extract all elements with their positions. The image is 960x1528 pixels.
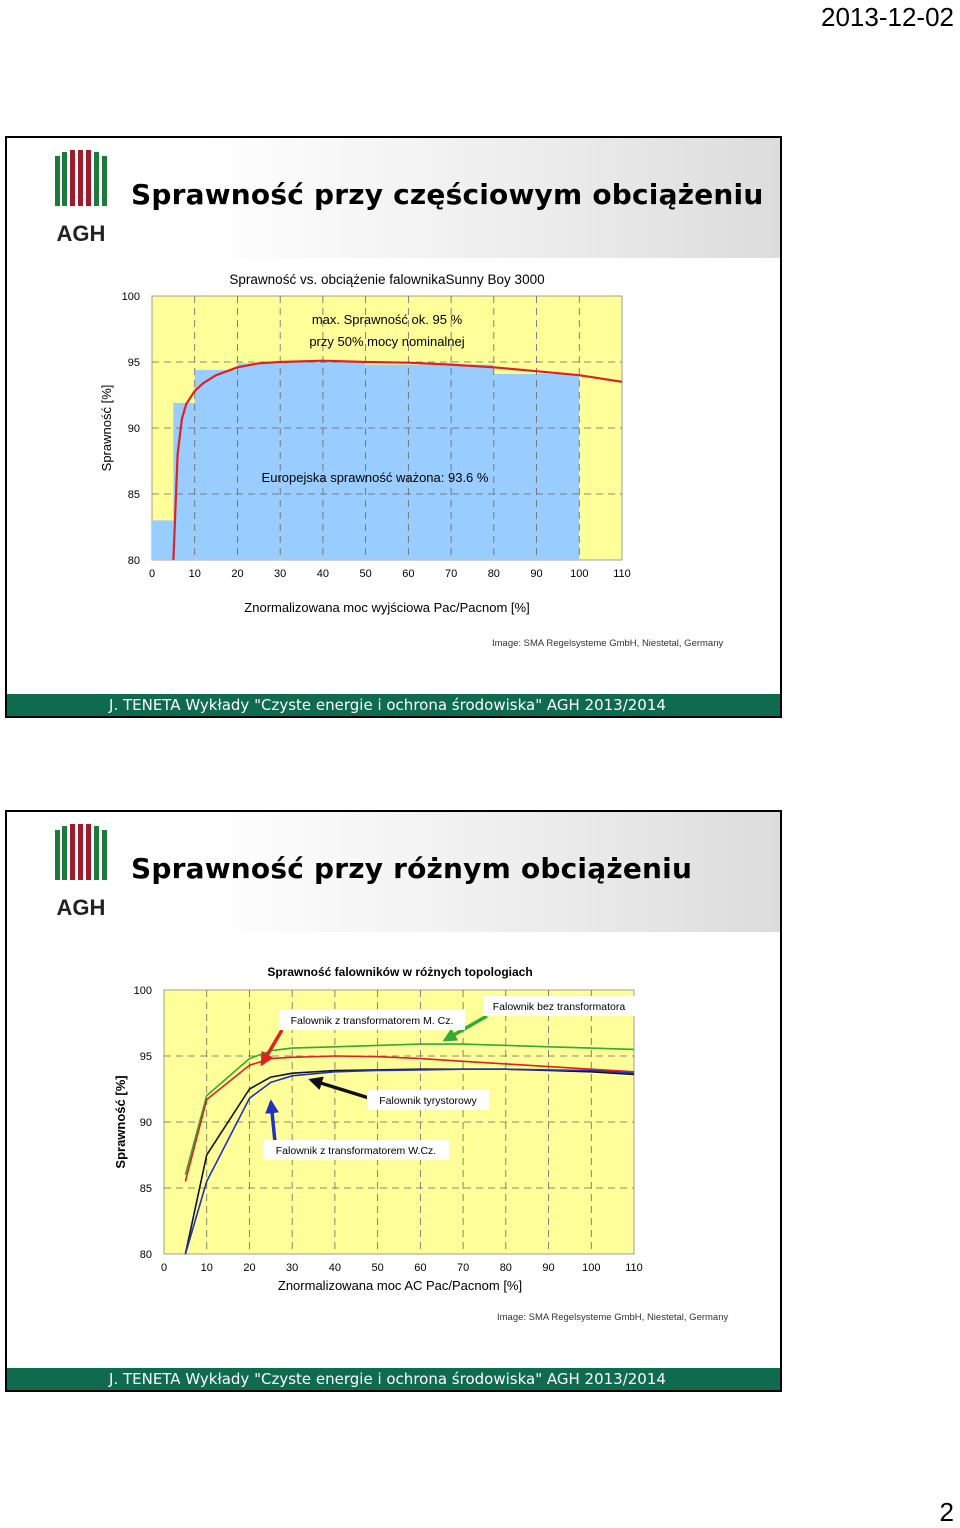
- x-tick-label: 110: [613, 568, 631, 580]
- x-tick-label: 0: [148, 568, 156, 580]
- y-tick-label: 80: [127, 555, 140, 567]
- series-label: Falownik bez transformatora: [492, 1001, 626, 1013]
- y-tick-label: 85: [139, 1183, 152, 1195]
- weighting-bar: [237, 363, 280, 560]
- x-tick-label: 30: [274, 568, 287, 580]
- logo-text: AGH: [56, 221, 106, 246]
- y-tick-label: 80: [139, 1249, 152, 1261]
- slide-footer: J. TENETA Wykłady "Czyste energie i ochrona środowiska" AGH 2013/2014: [7, 694, 780, 716]
- slide-title: Sprawność przy różnym obciążeniu: [131, 852, 693, 885]
- y-tick-label: 100: [133, 985, 152, 997]
- series-label: Falownik tyrystorowy: [379, 1095, 477, 1107]
- y-axis-label: Sprawność [%]: [113, 1075, 128, 1169]
- x-tick-label: 0: [160, 1262, 168, 1274]
- x-tick-label: 70: [456, 1262, 470, 1274]
- chart-annotation: Europejska sprawność ważona: 93.6 %: [261, 470, 489, 485]
- y-tick-label: 95: [127, 357, 140, 369]
- logo-text: AGH: [56, 895, 106, 920]
- series-label: Falownik z transformatorem W.Cz.: [275, 1145, 437, 1157]
- x-tick-label: 40: [328, 1262, 342, 1274]
- x-tick-label: 50: [359, 568, 372, 580]
- slide-2: [5, 810, 782, 1392]
- x-tick-label: 80: [499, 1262, 512, 1274]
- weighting-bar: [152, 520, 173, 560]
- y-tick-label: 100: [121, 291, 140, 303]
- x-tick-label: 50: [371, 1262, 384, 1274]
- y-tick-label: 95: [139, 1051, 152, 1063]
- slide-footer: J. TENETA Wykłady "Czyste energie i ochrona środowiska" AGH 2013/2014: [7, 1368, 780, 1390]
- x-tick-label: 100: [570, 568, 589, 580]
- y-tick-label: 90: [127, 423, 140, 435]
- chart-title: Sprawność falowników w różnych topologiach: [267, 965, 533, 979]
- x-tick-label: 10: [200, 1262, 213, 1274]
- x-axis-label: Znormalizowana moc AC Pac/Pacnom [%]: [277, 1278, 523, 1293]
- slide-header: [7, 812, 780, 932]
- x-tick-label: 10: [188, 568, 201, 580]
- image-credit: Image: SMA Regelsysteme GmbH, Niestetal, Germany: [497, 1312, 729, 1323]
- y-axis-label: Sprawność [%]: [99, 384, 114, 472]
- slide-1: [5, 136, 782, 718]
- chart-annotation: max. Sprawność ok. 95 %: [311, 312, 463, 327]
- chart-title: Sprawność vs. obciążenie falownikaSunny Boy 3000: [229, 272, 545, 287]
- page-date: 2013-12-02: [821, 2, 954, 32]
- x-tick-label: 80: [487, 568, 500, 580]
- chart-annotation: przy 50% mocy nominalnej: [309, 334, 465, 349]
- slide-title: Sprawność przy częściowym obciążeniu: [131, 178, 764, 211]
- x-tick-label: 20: [243, 1262, 256, 1274]
- y-tick-label: 90: [139, 1117, 152, 1129]
- x-tick-label: 110: [625, 1262, 643, 1274]
- x-tick-label: 90: [530, 568, 543, 580]
- agh-logo: [51, 148, 111, 248]
- x-tick-label: 60: [402, 568, 415, 580]
- slide-header: [7, 138, 780, 258]
- x-tick-label: 60: [414, 1262, 427, 1274]
- x-tick-label: 70: [444, 568, 458, 580]
- weighting-bar: [195, 370, 238, 560]
- x-axis-label: Znormalizowana moc wyjściowa Pac/Pacnom [%]: [244, 600, 530, 615]
- agh-logo: [51, 822, 111, 922]
- image-credit: Image: SMA Regelsysteme GmbH, Niestetal, Germany: [492, 638, 724, 649]
- series-label: Falownik z transformatorem M. Cz.: [290, 1015, 454, 1027]
- x-tick-label: 90: [542, 1262, 555, 1274]
- x-tick-label: 30: [286, 1262, 299, 1274]
- weighting-bar: [366, 365, 494, 560]
- x-tick-label: 20: [231, 568, 244, 580]
- x-tick-label: 40: [316, 568, 330, 580]
- y-tick-label: 85: [127, 489, 140, 501]
- x-tick-label: 100: [582, 1262, 601, 1274]
- page-number: 2: [939, 1497, 954, 1527]
